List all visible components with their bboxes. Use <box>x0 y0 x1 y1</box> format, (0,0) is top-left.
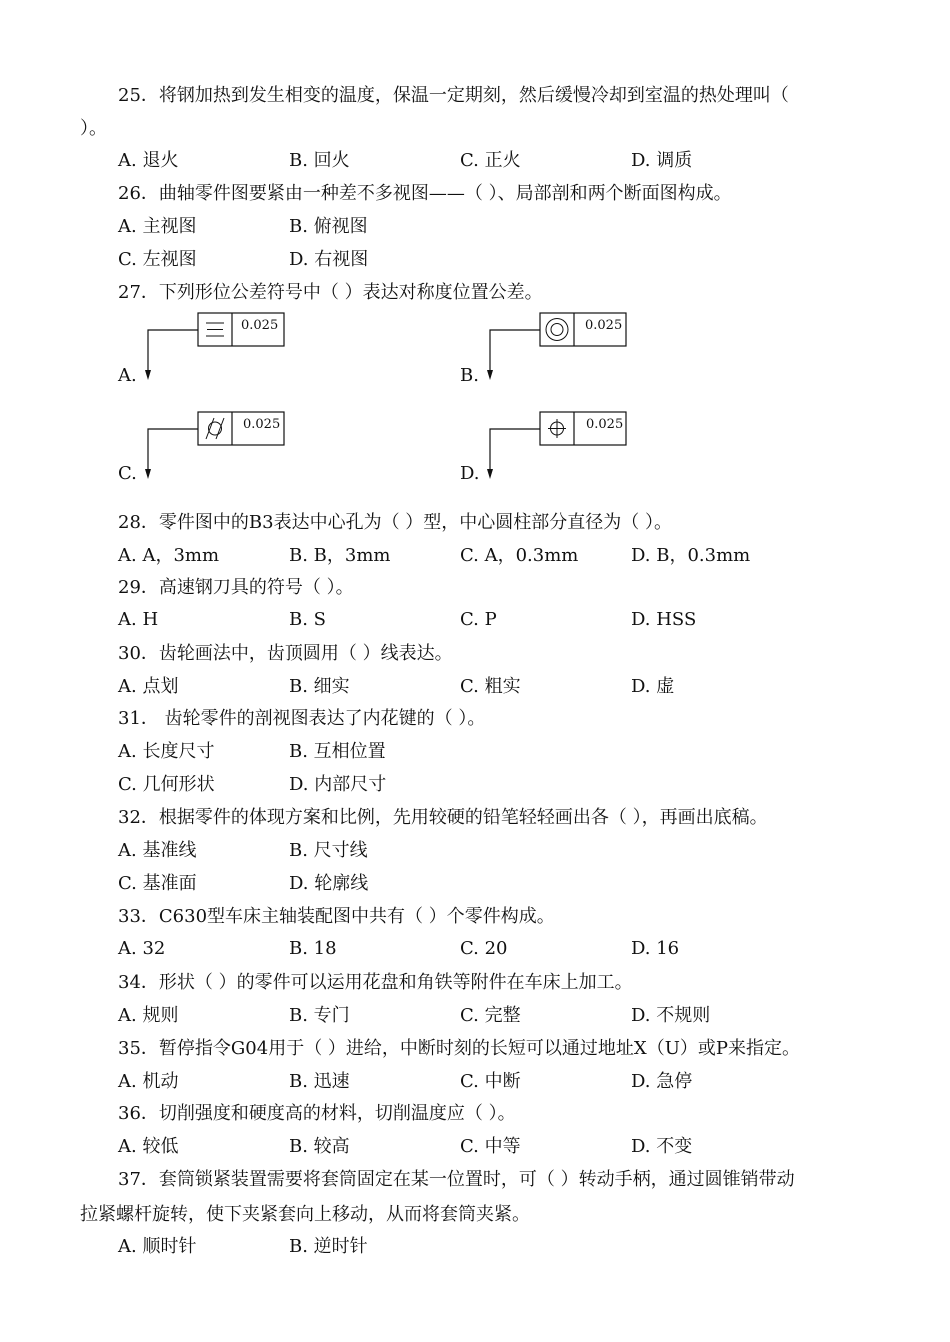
question-number: 30 <box>118 643 141 664</box>
option-b: B. 迅速 <box>289 1071 350 1092</box>
question-number: 26 <box>118 183 141 204</box>
option-b: B. 俯视图 <box>289 216 368 237</box>
question-34-stem: 34．形状（ ）的零件可以运用花盘和角铁等附件在车床上加工。 <box>118 972 633 993</box>
option-d: D. 调质 <box>631 150 693 171</box>
question-number: 36 <box>118 1103 141 1124</box>
option-b: B. 18 <box>289 938 337 959</box>
option-c: C. A，0.3mm <box>460 545 579 566</box>
option-b: B. 尺寸线 <box>289 840 368 861</box>
option-a: A. 长度尺寸 <box>118 741 215 762</box>
option-a: A. 基准线 <box>118 840 197 861</box>
option-b: B. 互相位置 <box>289 741 386 762</box>
option-c-label: C. <box>118 463 137 484</box>
option-d-label: D. <box>460 463 480 484</box>
question-28-stem: 28．零件图中的B3表达中心孔为（ ）型，中心圆柱部分直径为（ ）。 <box>118 512 673 533</box>
question-number: 34 <box>118 972 141 993</box>
option-c: C. 左视图 <box>118 249 197 270</box>
option-c: C. P <box>460 609 497 630</box>
option-a: A. 32 <box>118 938 166 959</box>
option-b: B. B，3mm <box>289 545 391 566</box>
question-number: 37 <box>118 1169 141 1190</box>
option-a: A. 主视图 <box>118 216 197 237</box>
question-33-stem: 33．C630型车床主轴装配图中共有（ ）个零件构成。 <box>118 906 555 927</box>
question-number: 25 <box>118 85 141 106</box>
option-c: C. 中断 <box>460 1071 521 1092</box>
option-b-label: B. <box>460 365 479 386</box>
question-36-stem: 36．切削强度和硬度高的材料，切削温度应（ ）。 <box>118 1103 516 1124</box>
option-d: D. 内部尺寸 <box>289 774 387 795</box>
question-27-stem: 27．下列形位公差符号中（ ）表达对称度位置公差。 <box>118 282 543 303</box>
tolerance-value: 0.025 <box>586 417 624 432</box>
option-c: C. 完整 <box>460 1005 521 1026</box>
question-29-stem: 29．高速钢刀具的符号（ ）。 <box>118 577 354 598</box>
question-37-stem-continued: 拉紧螺杆旋转，使下夹紧套向上移动，从而将套筒夹紧。 <box>80 1204 530 1225</box>
option-d: D. 轮廓线 <box>289 873 369 894</box>
option-a: A. 点划 <box>118 676 179 697</box>
position-icon <box>548 419 566 438</box>
tolerance-value: 0.025 <box>585 318 623 333</box>
option-d: D. 急停 <box>631 1071 693 1092</box>
option-c: C. 粗实 <box>460 676 521 697</box>
symmetry-icon <box>206 323 224 336</box>
question-37-stem: 37．套筒锁紧装置需要将套筒固定在某一位置时，可（ ）转动手柄，通过圆锥销带动 <box>118 1169 795 1190</box>
tolerance-value: 0.025 <box>241 318 279 333</box>
question-number: 33 <box>118 906 141 927</box>
tolerance-value: 0.025 <box>243 417 281 432</box>
option-d: D. 16 <box>631 938 680 959</box>
option-a-label: A. <box>118 365 137 386</box>
option-b: B. 较高 <box>289 1136 350 1157</box>
option-c: C. 中等 <box>460 1136 521 1157</box>
option-b: B. 专门 <box>289 1005 350 1026</box>
option-a: A. 顺时针 <box>118 1236 197 1257</box>
option-a: A. 机动 <box>118 1071 179 1092</box>
question-26-stem: 26．曲轴零件图要紧由一种差不多视图——（ ）、局部剖和两个断面图构成。 <box>118 183 732 204</box>
option-a: A. 规则 <box>118 1005 179 1026</box>
option-a: A. 退火 <box>118 150 179 171</box>
option-a: A. H <box>118 609 159 630</box>
option-b: B. 回火 <box>289 150 350 171</box>
option-d: D. HSS <box>631 609 697 630</box>
question-30-stem: 30．齿轮画法中，齿顶圆用（ ）线表达。 <box>118 643 453 664</box>
option-d: D. B，0.3mm <box>631 545 751 566</box>
option-b: B. S <box>289 609 327 630</box>
option-d: D. 虚 <box>631 676 675 697</box>
option-d: D. 不变 <box>631 1136 693 1157</box>
question-32-stem: 32．根据零件的体现方案和比例，先用较硬的铅笔轻轻画出各（ ），再画出底稿。 <box>118 807 768 828</box>
option-d: D. 不规则 <box>631 1005 711 1026</box>
question-number: 28 <box>118 512 141 533</box>
option-a: A. A，3mm <box>118 545 220 566</box>
option-d: D. 右视图 <box>289 249 369 270</box>
option-c: C. 几何形状 <box>118 774 215 795</box>
concentricity-icon <box>546 319 568 341</box>
question-number: 31 <box>118 708 141 729</box>
question-35-stem: 35．暂停指令G04用于（ ）进给，中断时刻的长短可以通过地址X（U）或P来指定。 <box>118 1038 801 1059</box>
question-number: 27 <box>118 282 141 303</box>
question-31-stem: 31． 齿轮零件的剖视图表达了内花键的（ ）。 <box>118 708 486 729</box>
cylindricity-icon <box>206 418 224 439</box>
question-number: 32 <box>118 807 141 828</box>
option-b: B. 逆时针 <box>289 1236 368 1257</box>
option-b: B. 细实 <box>289 676 350 697</box>
option-c: C. 20 <box>460 938 508 959</box>
question-25-stem: 25．将钢加热到发生相变的温度，保温一定期刻，然后缓慢冷却到室温的热处理叫（ <box>118 85 789 106</box>
option-a: A. 较低 <box>118 1136 179 1157</box>
question-25-stem-continued: ）。 <box>80 118 107 139</box>
option-c: C. 正火 <box>460 150 521 171</box>
question-number: 35 <box>118 1038 141 1059</box>
question-number: 29 <box>118 577 141 598</box>
option-c: C. 基准面 <box>118 873 197 894</box>
